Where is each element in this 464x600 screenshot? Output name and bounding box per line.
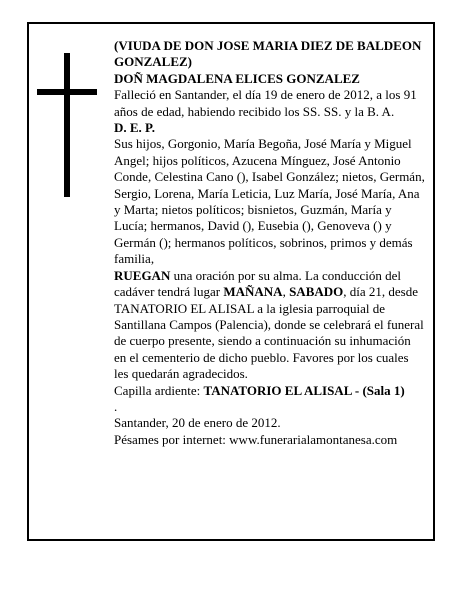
- sabado-text: SABADO: [289, 284, 344, 300]
- chapel-value: TANATORIO EL ALISAL - (Sala 1): [203, 382, 405, 398]
- cross-horizontal-bar: [37, 89, 97, 95]
- deceased-name: DOÑ MAGDALENA ELICES GONZALEZ: [114, 70, 360, 86]
- manana-text: MAÑANA: [223, 284, 283, 300]
- comma-text: ,: [282, 284, 290, 300]
- death-paragraph: Falleció en Santander, el día 19 de enero de 2012, a los 91 años de edad, habiendo recibido los SS. SS. y la B. A.: [114, 87, 417, 119]
- service-paragraph: [114, 268, 426, 383]
- cross-vertical-bar: [64, 53, 70, 197]
- family-paragraph: Sus hijos, Gorgonio, María Begoña, José María y Miguel Angel; hijos políticos, Azucena Mínguez, José Antonio Conde, Celestina Cano (), Isabel González; nietos, Germán, Sergio, Lorena, María Leticia, Luz María, José María, Ana y Marta; nietos políticos; bisnietos, Guzmán, María y Lucía; hermanos, David (), Eusebia (), Genoveva () y Germán (); hermanos políticos, sobrinos, primos y demás familia,: [114, 136, 425, 267]
- date-line: Santander, 20 de enero de 2012.: [114, 415, 281, 431]
- chapel-line: [114, 383, 426, 416]
- condolences-line: Pésames por internet: www.funerarialamontanesa.com: [114, 431, 398, 447]
- ruegan-text: RUEGAN: [114, 267, 171, 283]
- header-line: (VIUDA DE DON JOSE MARIA DIEZ DE BALDEON GONZALEZ): [114, 38, 422, 70]
- chapel-end: .: [114, 398, 118, 414]
- funeral-text: , día 21, desde TANATORIO EL ALISAL a la iglesia parroquial de Santillana Campos (Palencia), donde se celebrará el funeral de cuerpo presente, siendo a continuación su inhumación en el cementerio de dicho pueblo. Favores por los cuales les quedarán agradecidos.: [114, 284, 424, 382]
- cross-icon: [37, 53, 97, 197]
- obituary-text: [114, 38, 426, 448]
- dep-line: D. E. P.: [114, 120, 156, 136]
- chapel-label: Capilla ardiente:: [114, 382, 204, 398]
- prayer-text: una oración por su alma. La conducción del cadáver tendrá lugar: [114, 267, 402, 300]
